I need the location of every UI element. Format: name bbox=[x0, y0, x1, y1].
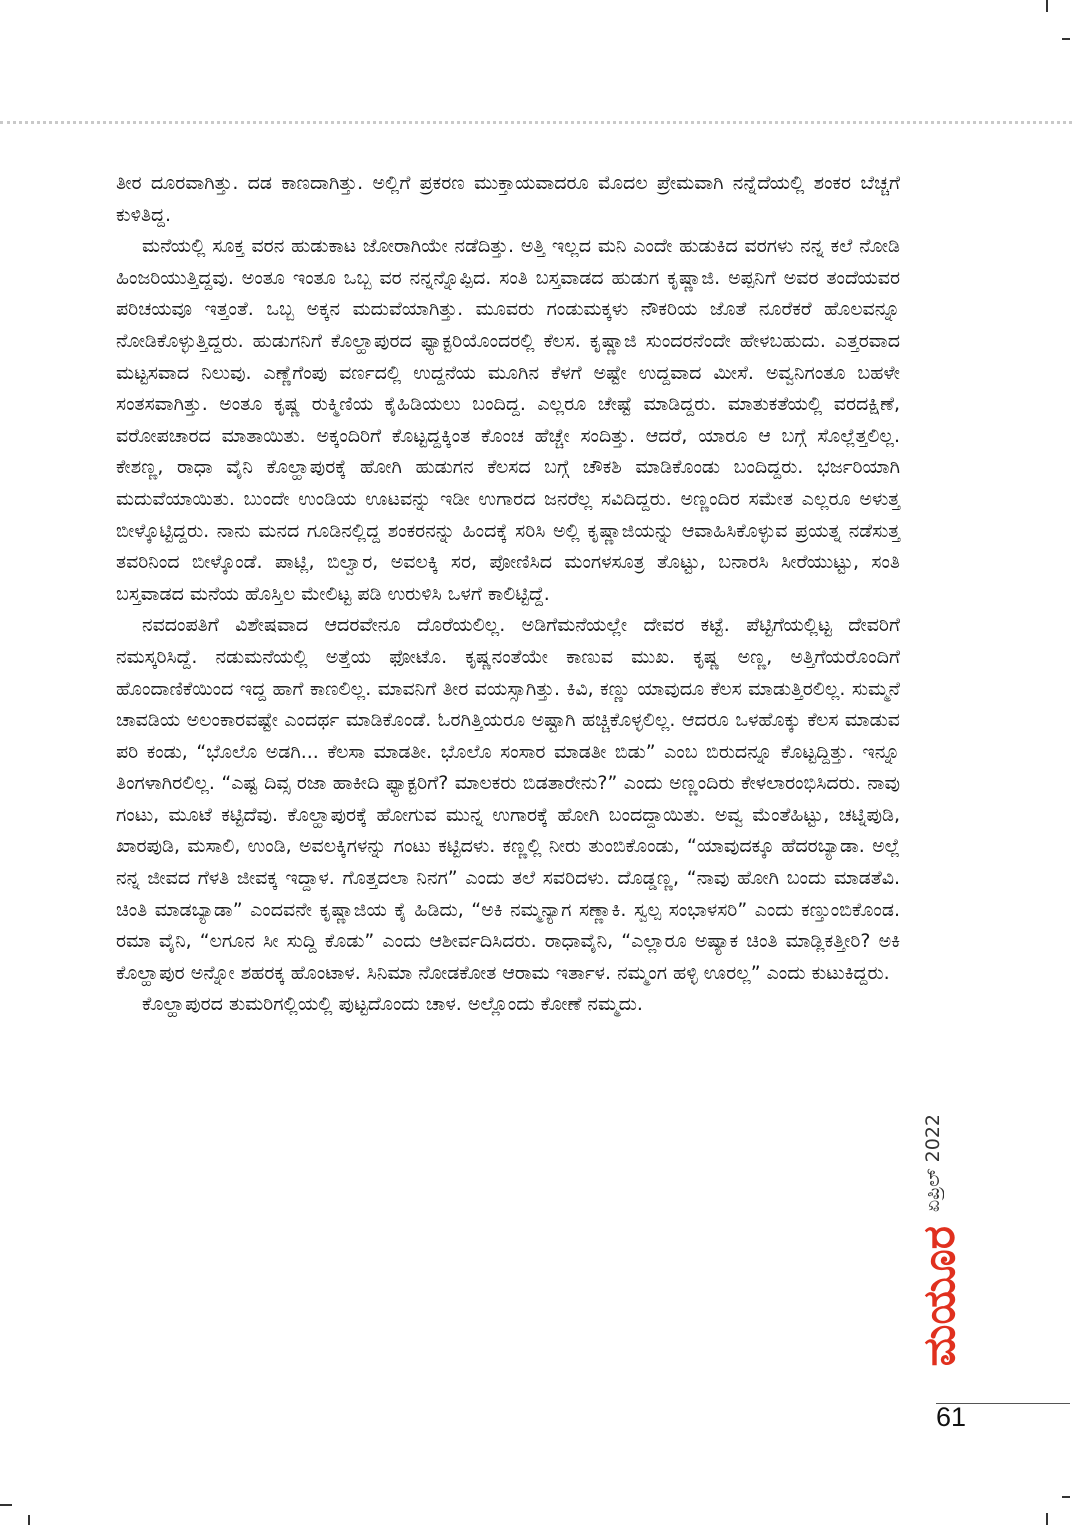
article-paragraph-4: ಕೊಲ್ಹಾಪುರದ ತುಮರಿಗಲ್ಲಿಯಲ್ಲಿ ಪುಟ್ಟದೊಂದು ಚಾಳ. ಅಲ್ಲೊಂದು ಕೋಣೆ ನಮ್ಮದು. bbox=[142, 993, 643, 1016]
crop-mark-bottom-right bbox=[1046, 1513, 1048, 1525]
article-paragraph-1: ತೀರ ದೂರವಾಗಿತ್ತು. ದಡ ಕಾಣದಾಗಿತ್ತು. ಅಲ್ಲಿಗೆ ಪ್ರಕರಣ ಮುಕ್ತಾಯವಾದರೂ ಮೊದಲ ಪ್ರೇಮವಾಗಿ ನನ್ನೆದೆಯಲ್ಲಿ ಶಂಕರ ಬೆಚ್ಚಗೆ ಕುಳಿತಿದ್ದ. bbox=[116, 172, 900, 226]
page-number: 61 bbox=[936, 1402, 967, 1432]
magazine-side-label bbox=[914, 1020, 976, 1420]
article-paragraph-2: ಮನೆಯಲ್ಲಿ ಸೂಕ್ತ ವರನ ಹುಡುಕಾಟ ಜೋರಾಗಿಯೇ ನಡೆದಿತ್ತು. ಅತ್ತಿ ಇಲ್ಲದ ಮನಿ ಎಂದೇ ಹುಡುಕಿದ ವರಗಳು ನನ್ನ ಕಲೆ ನೋಡಿ ಹಿಂಜರಿಯುತ್ತಿದ್ದವು. ಅಂತೂ ಇಂತೂ ಒಬ್ಬ ವರ ನನ್ನನ್ನೊಪ್ಪಿದ. ಸಂತಿ ಬಸ್ತವಾಡದ ಹುಡುಗ ಕೃಷ್ಣಾಜಿ. ಅಪ್ಪನಿಗೆ ಅವರ ತಂದೆಯವರ ಪರಿಚಯವೂ ಇತ್ತಂತೆ. ಒಬ್ಬ ಅಕ್ಕನ ಮದುವೆಯಾಗಿತ್ತು. ಮೂವರು ಗಂಡುಮಕ್ಕಳು ನೌಕರಿಯ ಜೊತೆ ನೂರೆಕರೆ ಹೊಲವನ್ನೂ ನೋಡಿಕೊಳ್ಳುತ್ತಿದ್ದರು. ಹುಡುಗನಿಗೆ ಕೊಲ್ಹಾಪುರದ ಫ್ಯಾಕ್ಟರಿಯೊಂದರಲ್ಲಿ ಕೆಲಸ. ಕೃಷ್ಣಾಜಿ ಸುಂದರನೆಂದೇ ಹೇಳಬಹುದು. ಎತ್ತರವಾದ ಮಟ್ಟಸವಾದ ನಿಲುವು. ಎಣ್ಣೆಗೆಂಪು ವರ್ಣದಲ್ಲಿ ಉದ್ದನೆಯ ಮೂಗಿನ ಕೆಳಗೆ ಅಷ್ಟೇ ಉದ್ದವಾದ ಮೀಸೆ. ಅವ್ವನಿಗಂತೂ ಬಹಳೇ ಸಂತಸವಾಗಿತ್ತು. ಅಂತೂ ಕೃಷ್ಣ ರುಕ್ಮಿಣಿಯ ಕೈಹಿಡಿಯಲು ಬಂದಿದ್ದ. ಎಲ್ಲರೂ ಚೇಷ್ಟೆ ಮಾಡಿದ್ದರು. ಮಾತುಕತೆಯಲ್ಲಿ ವರದಕ್ಷಿಣೆ, ವರೋಪಚಾರದ ಮಾತಾಯಿತು. ಅಕ್ಕಂದಿರಿಗೆ ಕೊಟ್ಟದ್ದಕ್ಕಿಂತ ಕೊಂಚ ಹೆಚ್ಚೇ ಸಂದಿತ್ತು. ಆದರೆ, ಯಾರೂ ಆ ಬಗ್ಗೆ ಸೊಲ್ಲೆತ್ತಲಿಲ್ಲ. ಕೇಶಣ್ಣ, ರಾಧಾ ವೈನಿ ಕೊಲ್ಹಾಪುರಕ್ಕೆ ಹೋಗಿ ಹುಡುಗನ ಕೆಲಸದ ಬಗ್ಗೆ ಚೌಕಶಿ ಮಾಡಿಕೊಂಡು ಬಂದಿದ್ದರು. ಭರ್ಜರಿಯಾಗಿ ಮದುವೆಯಾಯಿತು. ಬುಂದೇ ಉಂಡಿಯ ಊಟವನ್ನು ಇಡೀ ಉಗಾರದ ಜನರೆಲ್ಲ ಸವಿದಿದ್ದರು. ಅಣ್ಣಂದಿರ ಸಮೇತ ಎಲ್ಲರೂ ಅಳುತ್ತ ಬೀಳ್ಕೊಟ್ಟಿದ್ದರು. ನಾನು ಮನದ ಗೂಡಿನಲ್ಲಿದ್ದ ಶಂಕರನನ್ನು ಹಿಂದಕ್ಕೆ ಸರಿಸಿ ಅಲ್ಲಿ ಕೃಷ್ಣಾಜಿಯನ್ನು ಆವಾಹಿಸಿಕೊಳ್ಳುವ ಪ್ರಯತ್ನ ನಡೆಸುತ್ತ ತವರಿನಿಂದ ಬೀಳ್ಕೊಂಡೆ. ಪಾಟ್ಲಿ, ಬಿಲ್ವಾರ, ಅವಲಕ್ಕಿ ಸರ, ಪೋಣಿಸಿದ ಮಂಗಳಸೂತ್ರ ತೊಟ್ಟು, ಬನಾರಸಿ ಸೀರೆಯುಟ್ಟು, ಸಂತಿ ಬಸ್ತವಾಡದ ಮನೆಯ ಹೊಸ್ತಿಲ ಮೇಲಿಟ್ಟ ಪಡಿ ಉರುಳಿಸಿ ಒಳಗೆ ಕಾಲಿಟ್ಟಿದ್ದೆ. bbox=[116, 235, 900, 605]
crop-mark-top-right bbox=[1046, 0, 1048, 12]
magazine-logo: ಮಯೂರ bbox=[914, 1226, 965, 1367]
article-paragraph-3: ನವದಂಪತಿಗೆ ವಿಶೇಷವಾದ ಆದರವೇನೂ ದೊರೆಯಲಿಲ್ಲ. ಅಡಿಗೆಮನೆಯಲ್ಲೇ ದೇವರ ಕಟ್ಟೆ. ಪೆಟ್ಟಿಗೆಯಲ್ಲಿಟ್ಟ ದೇವರಿಗೆ ನಮಸ್ಕರಿಸಿದ್ದೆ. ನಡುಮನೆಯಲ್ಲಿ ಅತ್ತೆಯ ಫೋಟೊ. ಕೃಷ್ಣನಂತೆಯೇ ಕಾಣುವ ಮುಖ. ಕೃಷ್ಣ ಅಣ್ಣ, ಅತ್ತಿಗೆಯರೊಂದಿಗೆ ಹೊಂದಾಣಿಕೆಯಿಂದ ಇದ್ದ ಹಾಗೆ ಕಾಣಲಿಲ್ಲ. ಮಾವನಿಗೆ ತೀರ ವಯಸ್ಸಾಗಿತ್ತು. ಕಿವಿ, ಕಣ್ಣು ಯಾವುದೂ ಕೆಲಸ ಮಾಡುತ್ತಿರಲಿಲ್ಲ. ಸುಮ್ಮನೆ ಚಾವಡಿಯ ಅಲಂಕಾರವಷ್ಟೇ ಎಂದರ್ಥ ಮಾಡಿಕೊಂಡೆ. ಓರಗಿತ್ತಿಯರೂ ಅಷ್ಟಾಗಿ ಹಚ್ಚಿಕೊಳ್ಳಲಿಲ್ಲ. ಆದರೂ ಒಳಹೊಕ್ಕು ಕೆಲಸ ಮಾಡುವ ಪರಿ ಕಂಡು, “ಭೊಲೊ ಅಡಗಿ... ಕೆಲಸಾ ಮಾಡತೀ. ಭೊಲೊ ಸಂಸಾರ ಮಾಡತೀ ಬಿಡು” ಎಂಬ ಬಿರುದನ್ನೂ ಕೊಟ್ಟದ್ದಿತ್ತು. ಇನ್ನೂ ತಿಂಗಳಾಗಿರಲಿಲ್ಲ. “ಎಷ್ಟ ದಿವ್ಸ ರಜಾ ಹಾಕೀದಿ ಫ್ಯಾಕ್ಟರಿಗೆ? ಮಾಲಕರು ಬಿಡತಾರೇನು?” ಎಂದು ಅಣ್ಣಂದಿರು ಕೇಳಲಾರಂಭಿಸಿದರು. ನಾವು ಗಂಟು, ಮೂಟೆ ಕಟ್ಟಿದೆವು. ಕೊಲ್ಹಾಪುರಕ್ಕೆ ಹೋಗುವ ಮುನ್ನ ಉಗಾರಕ್ಕೆ ಹೋಗಿ ಬಂದದ್ದಾಯಿತು. ಅವ್ವ ಮೆಂತೆಹಿಟ್ಟು, ಚಟ್ನಿಪುಡಿ, ಖಾರಪುಡಿ, ಮಸಾಲಿ, ಉಂಡಿ, ಅವಲಕ್ಕಿಗಳನ್ನು ಗಂಟು ಕಟ್ಟಿದಳು. ಕಣ್ಣಲ್ಲಿ ನೀರು ತುಂಬಿಕೊಂಡು, “ಯಾವುದಕ್ಕೂ ಹೆದರಬ್ಯಾಡಾ. ಅಲ್ಲೆ ನನ್ನ ಜೀವದ ಗೆಳತಿ ಜೀವಕ್ಕ ಇದ್ದಾಳ. ಗೊತ್ತದಲಾ ನಿನಗ” ಎಂದು ತಲೆ ಸವರಿದಳು. ದೊಡ್ಡಣ್ಣ, “ನಾವು ಹೋಗಿ ಬಂದು ಮಾಡತೆವಿ. ಚಿಂತಿ ಮಾಡಬ್ಯಾಡಾ” ಎಂದವನೇ ಕೃಷ್ಣಾಜಿಯ ಕೈ ಹಿಡಿದು, “ಅಕಿ ನಮ್ಮನ್ಯಾಗ ಸಣ್ಣಾಕಿ. ಸ್ವಲ್ಪ ಸಂಭಾಳಸರಿ” ಎಂದು ಕಣ್ತುಂಬಿಕೊಂಡ. ರಮಾ ವೈನಿ, “ಲಗೂನ ಸೀ ಸುದ್ದಿ ಕೊಡು” ಎಂದು ಆಶೀರ್ವದಿಸಿದರು. ರಾಧಾವೈನಿ, “ಎಲ್ಲಾರೂ ಅಷ್ಯಾಕ ಚಿಂತಿ ಮಾಡ್ಲಿಕತ್ತೀರಿ? ಅಕಿ ಕೊಲ್ಹಾಪುರ ಅನ್ನೋ ಶಹರಕ್ಕ ಹೊಂಟಾಳ. ಸಿನಿಮಾ ನೋಡಕೋತ ಆರಾಮ ಇರ್ತಾಳ. ನಮ್ಮಂಗ ಹಳ್ಳಿ ಊರಲ್ಲ” ಎಂದು ಕುಟುಕಿದ್ದರು. bbox=[116, 614, 900, 984]
header-dotted-rule bbox=[0, 121, 1072, 124]
crop-mark-top-right-dash bbox=[1062, 38, 1070, 40]
crop-mark-bottom-right-dash bbox=[1062, 1496, 1070, 1498]
issue-date: ಏಪ್ರಿಲ್ 2022 bbox=[922, 1114, 944, 1213]
crop-mark-bottom-left bbox=[0, 1504, 12, 1506]
crop-mark-bottom-left-vert bbox=[28, 1515, 30, 1525]
article-body bbox=[116, 168, 900, 1021]
